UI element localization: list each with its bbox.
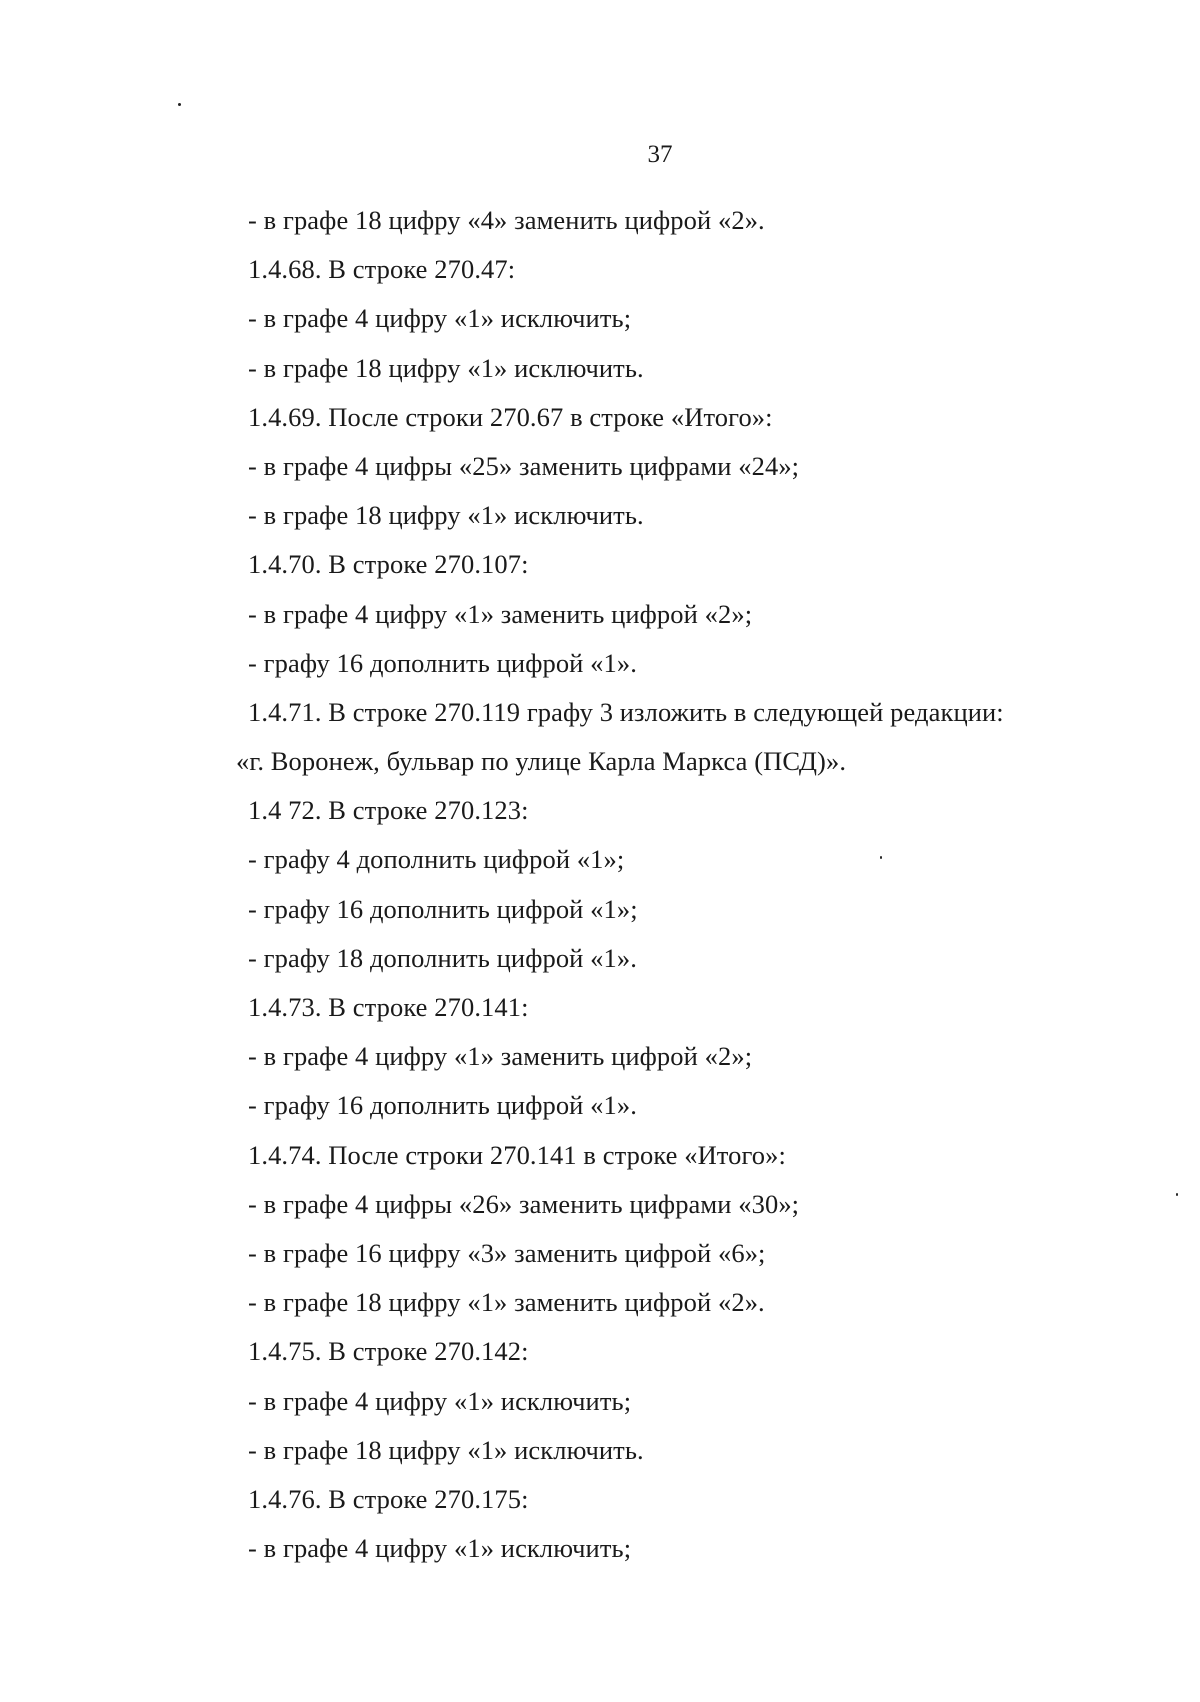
text-line: - в графе 18 цифру «1» заменить цифрой «2». (248, 1287, 765, 1318)
text-line: - графу 18 дополнить цифрой «1». (248, 942, 637, 973)
text-line: - в графе 18 цифру «1» исключить. (248, 500, 644, 531)
text-line: - в графе 4 цифры «26» заменить цифрами «30»; (248, 1188, 800, 1219)
section-heading: 1.4.69. После строки 270.67 в строке «Итого»: (248, 401, 773, 432)
section-heading: 1.4.76. В строке 270.175: (248, 1483, 529, 1514)
section-heading: 1.4.73. В строке 270.141: (248, 992, 529, 1022)
text-line: - в графе 18 цифру «4» заменить цифрой «2». (248, 205, 765, 235)
text-line: - в графе 4 цифру «1» исключить; (248, 1533, 632, 1564)
section-heading: 1.4 72. В строке 270.123: (248, 795, 529, 826)
text-line: - в графе 18 цифру «1» исключить. (248, 352, 644, 383)
text-line: - в графе 4 цифру «1» заменить цифрой «2»; (248, 598, 753, 629)
text-line: - в графе 18 цифру «1» исключить. (248, 1434, 644, 1465)
quoted-text-line: «г. Воронеж, бульвар по улице Карла Маркса (ПСД)». (236, 746, 847, 777)
text-line: - графу 16 дополнить цифрой «1». (248, 1090, 637, 1121)
text-line: - графу 4 дополнить цифрой «1»; (248, 844, 625, 875)
text-line: - в графе 4 цифры «25» заменить цифрами «24»; (248, 450, 800, 481)
text-line: - в графе 4 цифру «1» исключить; (248, 303, 632, 334)
page-number: 37 (647, 141, 673, 168)
text-line: - графу 16 дополнить цифрой «1». (248, 647, 637, 678)
section-heading: 1.4.68. В строке 270.47: (248, 254, 516, 285)
section-heading: 1.4.74. После строки 270.141 в строке «Итого»: (248, 1139, 786, 1170)
text-line: - графу 16 дополнить цифрой «1»; (248, 893, 638, 924)
text-line: - в графе 4 цифру «1» заменить цифрой «2»; (248, 1041, 753, 1072)
document-body (0, 196, 1200, 1573)
section-heading: 1.4.71. В строке 270.119 графу 3 изложить в следующей редакции: (248, 696, 1004, 727)
section-heading: 1.4.75. В строке 270.142: (248, 1336, 529, 1367)
scan-speck (178, 103, 181, 106)
section-heading: 1.4.70. В строке 270.107: (248, 549, 529, 580)
text-line: - в графе 4 цифру «1» исключить; (248, 1385, 632, 1416)
text-line: - в графе 16 цифру «3» заменить цифрой «6»; (248, 1237, 766, 1268)
